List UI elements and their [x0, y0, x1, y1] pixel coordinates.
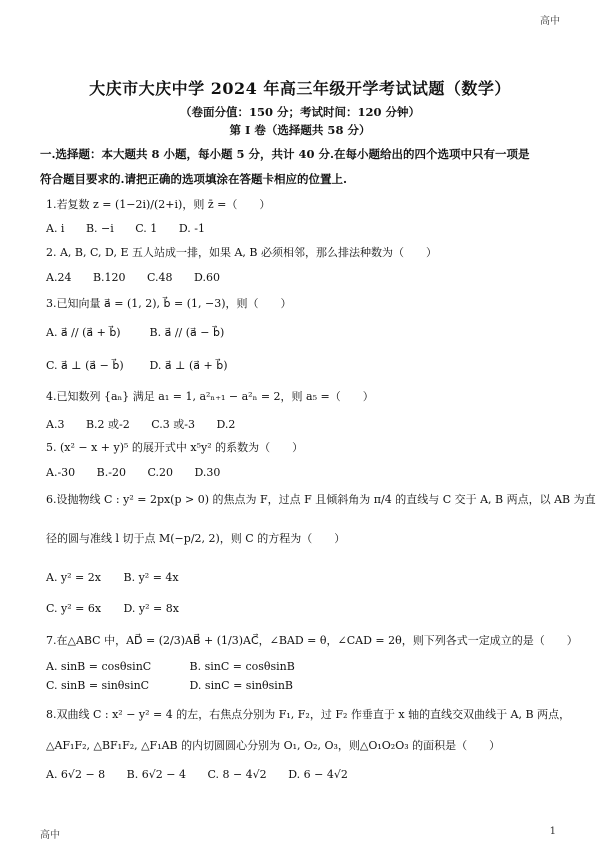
instruction-line-1: 一.选择题：本大题共 8 小题，每小题 5 分，共计 40 分.在每小题给出的四个选项中只有一项是 — [40, 147, 530, 161]
question-7-stem: 7.在△ABC 中，AD⃗ = (2/3)AB⃗ + (1/3)AC⃗，∠BAD = θ，∠CAD = 2θ，则下列各式一定成立的是（ ） — [46, 634, 578, 647]
q8-option-d: D. 6 − 4√2 — [288, 768, 348, 781]
question-8-options — [46, 768, 366, 781]
q6-option-b: B. y² = 4x — [123, 571, 179, 584]
footer-label: 高中 — [40, 830, 60, 841]
q8-option-b: B. 6√2 − 4 — [126, 768, 186, 781]
question-2-options — [46, 271, 238, 284]
q2-option-a: A.24 — [46, 271, 72, 284]
q5-option-b: B.-20 — [96, 466, 126, 479]
question-6-options-row-1 — [46, 571, 197, 584]
q7-option-a: A. sinB = cosθsinC — [46, 660, 152, 673]
q1-option-d: D. -1 — [178, 222, 205, 235]
q5-option-d: D.30 — [194, 466, 221, 479]
q4-option-c: C.3 或-3 — [151, 418, 195, 431]
question-4-stem: 4.已知数列 {aₙ} 满足 a₁ = 1, a²ₙ₊₁ − a²ₙ = 2，则 a₅ =（ ） — [46, 390, 374, 403]
question-1-options — [46, 222, 223, 235]
question-5-stem: 5. (x² − x + y)⁵ 的展开式中 x⁵y² 的系数为（ ） — [46, 441, 304, 454]
question-3-options-row-1 — [46, 326, 242, 339]
q6-option-d: D. y² = 8x — [123, 602, 179, 615]
q1-option-a: A. i — [46, 222, 65, 235]
q6-option-c: C. y² = 6x — [46, 602, 102, 615]
question-8-stem-line-2: △AF₁F₂, △BF₁F₂, △F₁AB 的内切圆圆心分别为 O₁, O₂, O₃，则△O₁O₂O₃ 的面积是（ ） — [46, 739, 501, 752]
q7-option-d: D. sinC = sinθsinB — [189, 679, 293, 692]
q2-option-c: C.48 — [147, 271, 173, 284]
section-heading: 第 I 卷（选择题共 58 分） — [229, 123, 371, 137]
q7-option-c: C. sinB = sinθsinC — [46, 679, 150, 692]
question-6-stem-line-2: 径的圆与准线 l 切于点 M(−p/2, 2)，则 C 的方程为（ ） — [46, 532, 346, 545]
q3-option-b: B. a⃗ // (a⃗ − b⃗) — [149, 326, 225, 339]
q6-option-a: A. y² = 2x — [46, 571, 101, 584]
q2-option-b: B.120 — [92, 271, 126, 284]
question-8-stem-line-1: 8.双曲线 C : x² − y² = 4 的左，右焦点分别为 F₁, F₂，过 F₂ 作垂直于 x 轴的直线交双曲线于 A, B 两点， — [46, 708, 571, 721]
q4-option-a: A.3 — [46, 418, 65, 431]
instruction-line-2: 符合题目要求的.请把正确的选项填涂在答题卡相应的位置上. — [40, 172, 348, 186]
question-5-options — [46, 466, 238, 479]
q2-option-d: D.60 — [194, 271, 220, 284]
q8-option-c: C. 8 − 4√2 — [207, 768, 267, 781]
q3-option-c: C. a⃗ ⊥ (a⃗ − b⃗) — [46, 359, 124, 372]
question-3-options-row-2 — [46, 359, 246, 372]
exam-subtitle: （卷面分值：150 分；考试时间：120 分钟） — [179, 105, 420, 119]
question-7-options-row-2 — [46, 679, 311, 692]
q1-option-b: B. −i — [85, 222, 114, 235]
question-7-options-row-1 — [46, 660, 313, 673]
q1-option-c: C. 1 — [135, 222, 158, 235]
question-3-stem: 3.已知向量 a⃗ = (1, 2), b⃗ = (1, −3)，则（ ） — [46, 297, 292, 310]
page-number: 1 — [549, 826, 556, 837]
question-1-stem: 1.若复数 z = (1−2i)/(2+i)，则 z̄ =（ ） — [46, 198, 271, 211]
question-6-options-row-2 — [46, 602, 197, 615]
exam-title: 大庆市大庆中学 2024 年高三年级开学考试试题（数学） — [89, 79, 511, 98]
q3-option-a: A. a⃗ // (a⃗ + b⃗) — [46, 326, 121, 339]
q7-option-b: B. sinC = cosθsinB — [189, 660, 295, 673]
q3-option-d: D. a⃗ ⊥ (a⃗ + b⃗) — [149, 359, 228, 372]
question-2-stem: 2. A, B, C, D, E 五人站成一排，如果 A, B 必须相邻，那么排法种数为（ ） — [46, 246, 437, 259]
q8-option-a: A. 6√2 − 8 — [46, 768, 106, 781]
q5-option-c: C.20 — [147, 466, 173, 479]
question-6-stem-line-1: 6.设抛物线 C : y² = 2px(p > 0) 的焦点为 F，过点 F 且倾斜角为 π/4 的直线与 C 交于 A, B 两点，以 AB 为直 — [46, 493, 596, 506]
question-4-options — [46, 416, 253, 432]
q4-option-d: D.2 — [216, 418, 236, 431]
header-label: 高中 — [540, 16, 560, 27]
q5-option-a: A.-30 — [46, 466, 76, 479]
q4-option-b: B.2 或-2 — [85, 418, 130, 431]
